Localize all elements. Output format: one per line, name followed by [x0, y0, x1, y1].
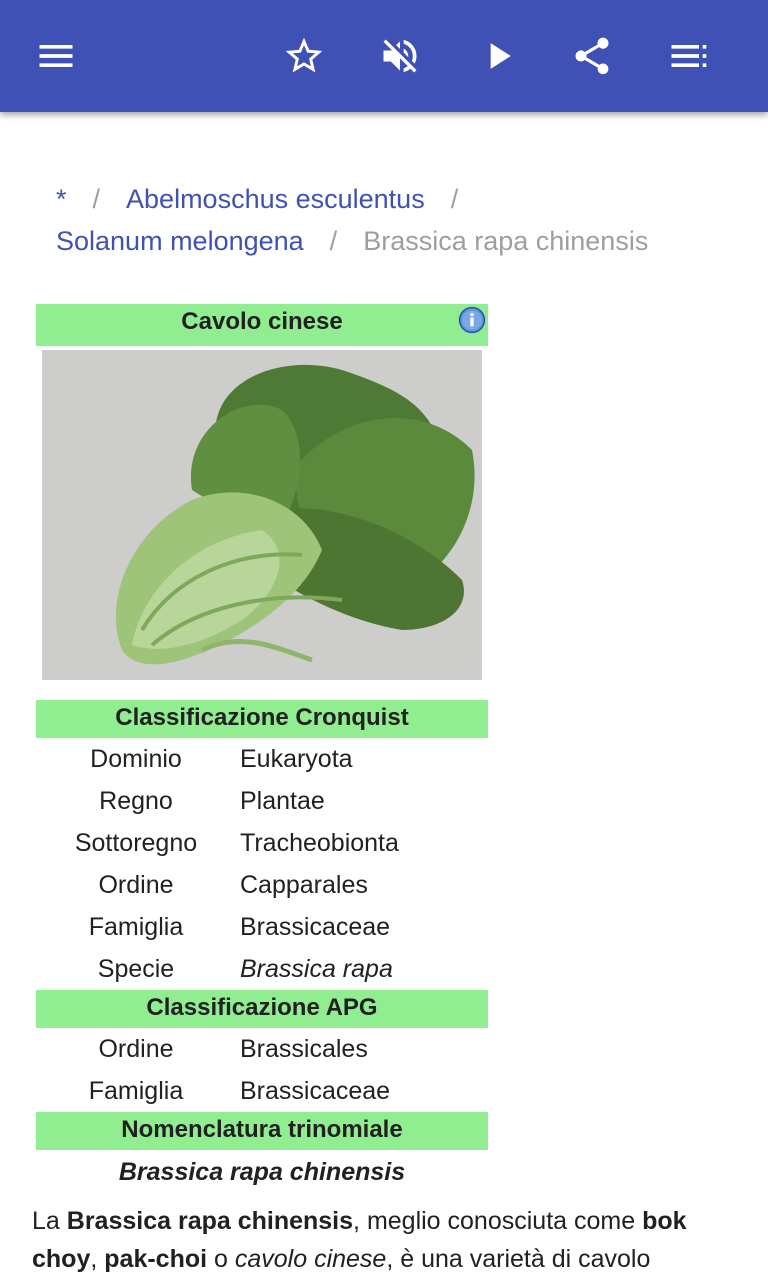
taxon-rank: Ordine: [98, 1035, 174, 1063]
breadcrumb-separator: /: [92, 184, 101, 214]
text-run: ,: [90, 1245, 105, 1273]
share-icon: [570, 34, 614, 78]
taxon-row: [36, 822, 488, 864]
article-paragraph: [32, 1202, 732, 1278]
bok-choy-image: [42, 350, 482, 680]
share-button[interactable]: [560, 24, 624, 88]
taxon-value[interactable]: Capparales: [240, 871, 368, 899]
taxon-rank: Dominio: [90, 745, 182, 773]
taxon-value[interactable]: Eukaryota: [240, 745, 353, 773]
taxon-row: [36, 864, 488, 906]
taxon-row: [36, 948, 488, 990]
play-icon: [476, 34, 520, 78]
playlist-icon: [666, 34, 710, 78]
taxobox-header: [36, 304, 488, 346]
apg-heading: Classificazione APG: [36, 990, 488, 1028]
italic-term: cavolo cinese: [234, 1245, 387, 1273]
taxon-rank: Specie: [97, 955, 175, 983]
playlist-button[interactable]: [656, 24, 720, 88]
taxon-value[interactable]: Brassicaceae: [240, 1077, 391, 1105]
info-icon[interactable]: [458, 306, 486, 334]
taxon-rank: Regno: [99, 787, 173, 815]
taxon-value[interactable]: Brassicaceae: [240, 913, 391, 941]
bold-term: Brassica rapa chinensis: [66, 1207, 354, 1235]
taxon-rank: Ordine: [98, 871, 174, 899]
favorite-button[interactable]: [272, 24, 336, 88]
play-button[interactable]: [466, 24, 530, 88]
trinomial-heading: Nomenclatura trinomiale: [36, 1112, 488, 1150]
taxon-value[interactable]: Brassicales: [240, 1035, 368, 1063]
plant-photo[interactable]: [42, 350, 482, 680]
taxon-row: [36, 780, 488, 822]
breadcrumb-current: Brassica rapa chinensis: [363, 226, 649, 256]
taxon-value[interactable]: Tracheobionta: [240, 829, 399, 857]
menu-icon: [34, 34, 78, 78]
text-run: o: [207, 1245, 235, 1273]
mute-button[interactable]: [368, 24, 432, 88]
taxobox: [36, 304, 488, 1194]
text-run: , è una varietà di cavolo: [386, 1245, 651, 1273]
taxon-value[interactable]: Plantae: [240, 787, 325, 815]
taxon-rank: Sottoregno: [74, 829, 198, 857]
menu-button[interactable]: [24, 24, 88, 88]
breadcrumb-item-home[interactable]: *: [56, 184, 67, 214]
trinomial-name: Brassica rapa chinensis: [118, 1158, 406, 1186]
cronquist-heading: Classificazione Cronquist: [36, 700, 488, 738]
taxon-rank: Famiglia: [88, 913, 184, 941]
taxon-row: [36, 738, 488, 780]
star-outline-icon: [282, 34, 326, 78]
taxon-row: [36, 1070, 488, 1112]
app-bar: [0, 0, 768, 112]
taxon-row: [36, 1028, 488, 1070]
taxobox-title: Cavolo cinese: [181, 308, 343, 335]
text-run: , meglio conosciuta come: [353, 1207, 643, 1235]
taxon-value[interactable]: Brassica rapa: [240, 955, 393, 983]
breadcrumb-separator: /: [450, 184, 459, 214]
breadcrumb-separator: /: [329, 226, 338, 256]
text-run: La: [32, 1207, 67, 1235]
bold-term: pak-choi: [104, 1245, 208, 1273]
volume-off-icon: [378, 34, 422, 78]
breadcrumb-item-solanum[interactable]: Solanum melongena: [56, 226, 304, 256]
breadcrumb-item-abelmoschus[interactable]: Abelmoschus esculentus: [126, 184, 425, 214]
breadcrumb: [56, 178, 736, 262]
bold-term: bok choy: [32, 1207, 687, 1273]
taxon-rank: Famiglia: [88, 1077, 184, 1105]
taxon-row: [36, 906, 488, 948]
